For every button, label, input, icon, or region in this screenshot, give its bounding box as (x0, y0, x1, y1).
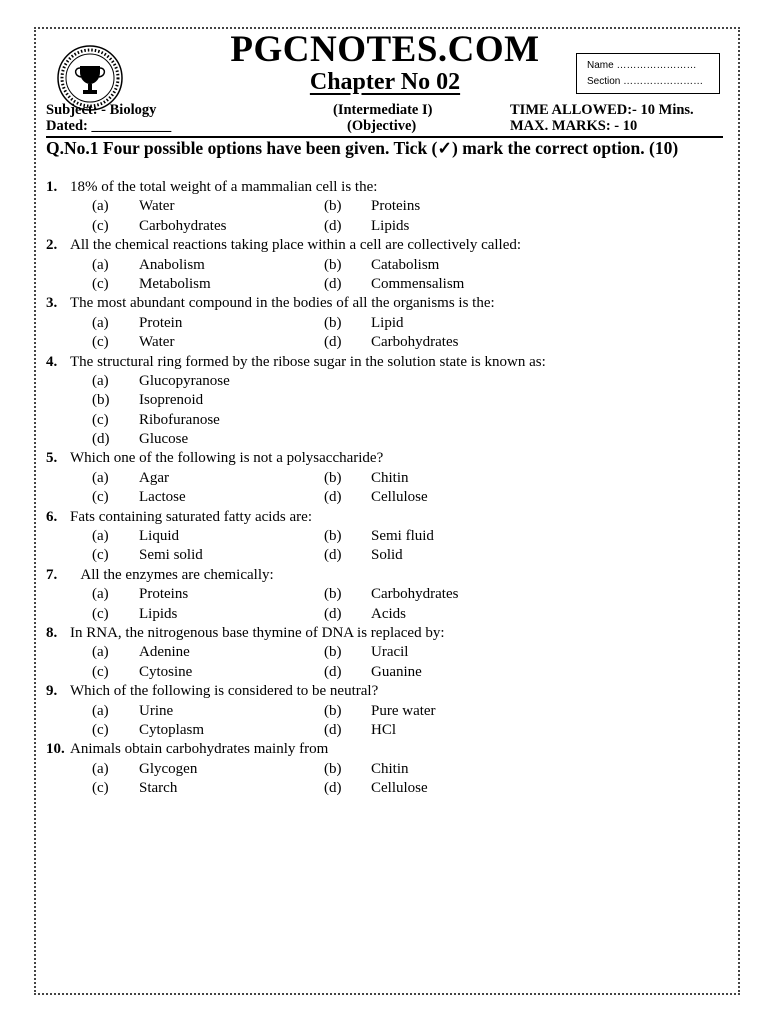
option-text: Adenine (139, 644, 190, 661)
option-letter: (c) (92, 605, 109, 622)
option-row (46, 643, 706, 662)
option-text: Urine (139, 702, 174, 719)
option-letter: (d) (324, 721, 342, 738)
chapter-label: Chapter No 02 (309, 69, 461, 95)
chapter-title (200, 69, 570, 96)
option-letter: (c) (92, 547, 109, 564)
question-text: The structural ring formed by the ribose sugar in the solution state is known as: (70, 353, 546, 370)
option-text: Carbohydrates (371, 334, 459, 351)
option-text: Ribofuranose (139, 411, 220, 428)
type-label: (Objective) (347, 118, 417, 134)
option-letter: (b) (324, 198, 342, 215)
option-letter: (a) (92, 644, 109, 661)
section-field: Section …………………… (587, 76, 704, 87)
question-line (46, 566, 706, 585)
option-text: Chitin (371, 469, 409, 486)
question-block (46, 624, 706, 682)
question-line (46, 294, 706, 313)
option-letter: (a) (92, 469, 109, 486)
option-letter: (a) (92, 314, 109, 331)
option-text: Carbohydrates (139, 217, 227, 234)
option-letter: (d) (324, 663, 342, 680)
question-block (46, 449, 706, 507)
option-text: Lipids (371, 217, 410, 234)
option-text: Lipid (371, 314, 404, 331)
option-letter: (a) (92, 372, 109, 389)
option-letter: (d) (324, 780, 342, 797)
option-row (46, 779, 706, 798)
option-letter: (b) (324, 256, 342, 273)
question-instruction: Q.No.1 Four possible options have been given. Tick (✓) mark the correct option. (10) (46, 138, 679, 158)
option-text: HCl (371, 721, 397, 738)
option-row (46, 217, 706, 236)
option-letter: (b) (324, 644, 342, 661)
question-number: 3. (46, 295, 58, 312)
option-text: Cellulose (371, 780, 428, 797)
option-text: Isoprenoid (139, 392, 204, 409)
question-block (46, 682, 706, 740)
question-line (46, 178, 706, 197)
question-line (46, 508, 706, 527)
question-block (46, 178, 706, 236)
option-text: Agar (139, 469, 169, 486)
option-text: Water (139, 198, 175, 215)
question-number: 9. (46, 683, 58, 700)
option-letter: (c) (92, 663, 109, 680)
option-letter: (d) (324, 217, 342, 234)
question-text: All the chemical reactions taking place within a cell are collectively called: (70, 237, 522, 254)
question-text: All the enzymes are chemically: (70, 566, 274, 583)
option-text: Lactose (139, 489, 186, 506)
question-text: Which of the following is considered to be neutral? (70, 683, 379, 700)
option-letter: (c) (92, 721, 109, 738)
option-row (46, 197, 706, 216)
option-letter: (d) (324, 547, 342, 564)
option-row (46, 430, 706, 449)
option-text: Catabolism (371, 256, 440, 273)
question-text: Which one of the following is not a polysaccharide? (70, 450, 384, 467)
option-row (46, 663, 706, 682)
option-row (46, 256, 706, 275)
option-text: Carbohydrates (371, 586, 459, 603)
option-letter: (c) (92, 334, 109, 351)
question-text: The most abundant compound in the bodies of all the organisms is the: (70, 295, 495, 312)
option-text: Glycogen (139, 760, 198, 777)
option-letter: (c) (92, 411, 109, 428)
option-letter: (c) (92, 780, 109, 797)
max-marks-label: MAX. MARKS: - 10 (510, 118, 638, 134)
option-row (46, 391, 706, 410)
option-text: Protein (139, 314, 183, 331)
option-row (46, 585, 706, 604)
option-text: Glucopyranose (139, 372, 230, 389)
option-text: Solid (371, 547, 403, 564)
question-number: 2. (46, 237, 58, 254)
option-letter: (a) (92, 528, 109, 545)
option-letter: (c) (92, 275, 109, 292)
option-letter: (d) (324, 605, 342, 622)
time-allowed-label: TIME ALLOWED:- 10 Mins. (510, 102, 694, 118)
option-letter: (a) (92, 760, 109, 777)
option-text: Chitin (371, 760, 409, 777)
option-text: Commensalism (371, 275, 465, 292)
option-text: Metabolism (139, 275, 211, 292)
option-row (46, 333, 706, 352)
question-text: Fats containing saturated fatty acids are: (70, 508, 312, 525)
option-row (46, 605, 706, 624)
question-line (46, 624, 706, 643)
option-text: Proteins (139, 586, 189, 603)
option-text: Semi fluid (371, 528, 434, 545)
question-block (46, 566, 706, 624)
option-text: Cytosine (139, 663, 193, 680)
option-text: Proteins (371, 198, 421, 215)
option-letter: (c) (92, 217, 109, 234)
option-text: Semi solid (139, 547, 203, 564)
question-number: 8. (46, 624, 58, 641)
option-row (46, 702, 706, 721)
option-row (46, 721, 706, 740)
question-number: 5. (46, 450, 58, 467)
question-number: 7. (46, 566, 58, 583)
option-letter: (a) (92, 586, 109, 603)
option-row (46, 314, 706, 333)
name-field: Name …………………… (587, 60, 697, 71)
question-line (46, 449, 706, 468)
option-text: Lipids (139, 605, 178, 622)
option-letter: (b) (92, 392, 110, 409)
option-row (46, 411, 706, 430)
option-letter: (a) (92, 198, 109, 215)
question-text: In RNA, the nitrogenous base thymine of DNA is replaced by: (70, 624, 445, 641)
option-letter: (b) (324, 586, 342, 603)
question-line (46, 353, 706, 372)
option-row (46, 760, 706, 779)
option-text: Starch (139, 780, 178, 797)
option-text: Liquid (139, 528, 179, 545)
question-text: Animals obtain carbohydrates mainly from (70, 741, 329, 758)
question-block (46, 353, 706, 450)
option-letter: (b) (324, 528, 342, 545)
option-row (46, 275, 706, 294)
name-section-box (576, 53, 720, 94)
question-line (46, 740, 706, 759)
subject-label: Subject: - Biology (46, 102, 157, 118)
option-letter: (d) (324, 489, 342, 506)
option-text: Acids (371, 605, 406, 622)
option-text: Uracil (371, 644, 409, 661)
question-number: 4. (46, 353, 58, 370)
option-row (46, 546, 706, 565)
question-block (46, 294, 706, 352)
option-letter: (c) (92, 489, 109, 506)
question-line (46, 236, 706, 255)
dated-label: Dated: ___________ (46, 118, 172, 134)
option-row (46, 469, 706, 488)
option-text: Glucose (139, 431, 189, 448)
option-letter: (d) (324, 275, 342, 292)
option-letter: (a) (92, 256, 109, 273)
option-letter: (b) (324, 314, 342, 331)
question-line (46, 682, 706, 701)
option-row (46, 527, 706, 546)
option-text: Pure water (371, 702, 436, 719)
question-number: 6. (46, 508, 58, 525)
option-text: Guanine (371, 663, 422, 680)
level-label: (Intermediate I) (333, 102, 433, 118)
question-block (46, 508, 706, 566)
option-row (46, 488, 706, 507)
option-letter: (b) (324, 702, 342, 719)
question-text: 18% of the total weight of a mammalian cell is the: (70, 179, 378, 195)
option-text: Cellulose (371, 489, 428, 506)
option-row (46, 372, 706, 391)
option-letter: (b) (324, 760, 342, 777)
option-text: Water (139, 334, 175, 351)
option-letter: (d) (92, 431, 110, 448)
option-text: Cytoplasm (139, 721, 205, 738)
option-letter: (a) (92, 702, 109, 719)
option-text: Anabolism (139, 256, 205, 273)
question-block (46, 740, 706, 798)
site-title: PGCNOTES.COM (230, 29, 540, 70)
question-block (46, 236, 706, 294)
option-letter: (b) (324, 469, 342, 486)
option-letter: (d) (324, 334, 342, 351)
question-number: 10. (46, 741, 65, 758)
question-list (46, 178, 706, 799)
question-number: 1. (46, 179, 58, 195)
